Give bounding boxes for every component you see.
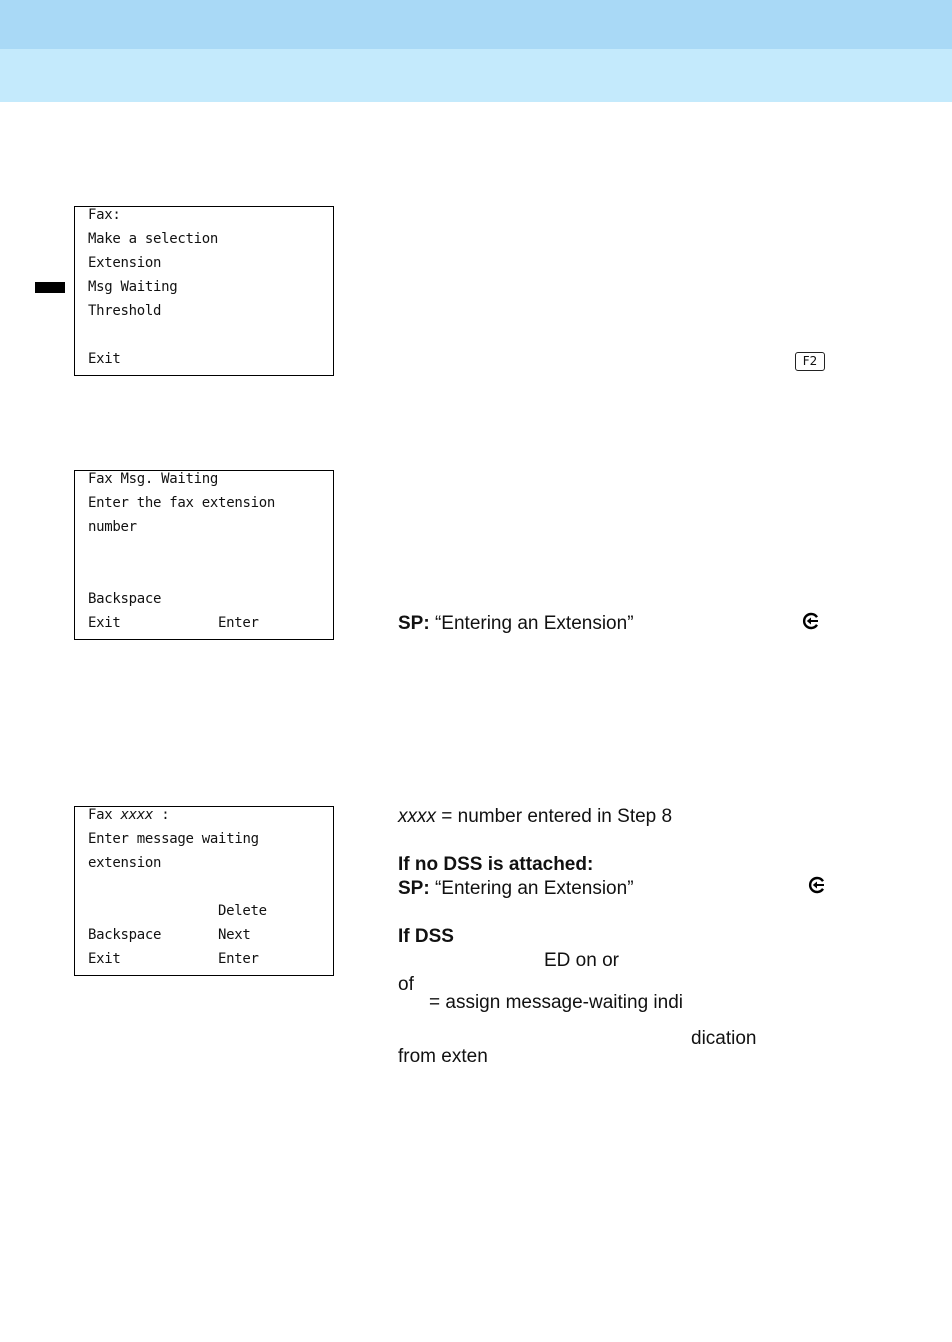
- no-dss-heading: If no DSS is attached:: [398, 854, 594, 875]
- screen-title: Fax:: [88, 207, 121, 223]
- screen-line: extension: [88, 855, 162, 871]
- display-screen-fax-menu: [74, 206, 334, 376]
- display-screen-fax-extension: [74, 806, 334, 976]
- menu-item-msg-waiting[interactable]: Msg Waiting: [88, 279, 178, 295]
- enter-softkey[interactable]: Enter: [218, 615, 259, 631]
- screen-title: [88, 803, 169, 827]
- variable-definition: [398, 805, 672, 829]
- delete-softkey[interactable]: Delete: [218, 903, 267, 919]
- text-fragment: of: [398, 974, 414, 995]
- title-prefix: Fax: [88, 807, 113, 823]
- screen-line: Enter the fax extension: [88, 495, 275, 511]
- title-variable: xxxx: [120, 807, 154, 823]
- sp-text: “Entering an Extension”: [434, 613, 634, 634]
- backspace-softkey[interactable]: Backspace: [88, 927, 162, 943]
- f2-key: F2: [795, 352, 825, 371]
- exit-softkey[interactable]: Exit: [88, 351, 121, 367]
- sp-label: SP:: [398, 613, 430, 634]
- sp-reference-2: [398, 877, 634, 901]
- dss-heading: If DSS: [398, 926, 454, 947]
- sp-label: SP:: [398, 878, 430, 899]
- sp-reference-1: [398, 612, 634, 636]
- backspace-softkey[interactable]: Backspace: [88, 591, 162, 607]
- screen-line: Make a selection: [88, 231, 219, 247]
- exit-softkey[interactable]: Exit: [88, 615, 121, 631]
- title-suffix: :: [161, 807, 170, 823]
- variable-description: = number entered in Step 8: [436, 806, 673, 827]
- exit-softkey[interactable]: Exit: [88, 951, 121, 967]
- next-softkey[interactable]: Next: [218, 927, 251, 943]
- sp-text: “Entering an Extension”: [434, 878, 634, 899]
- screen-line: number: [88, 519, 137, 535]
- display-screen-fax-msg-waiting: [74, 470, 334, 640]
- text-fragment: = assign message-waiting indi: [429, 992, 683, 1013]
- text-fragment: dication: [691, 1028, 757, 1049]
- cycle-arrow-icon: [802, 612, 820, 630]
- enter-softkey[interactable]: Enter: [218, 951, 259, 967]
- selection-marker: [35, 282, 65, 293]
- variable-name: xxxx: [398, 806, 436, 827]
- menu-item-threshold[interactable]: Threshold: [88, 303, 162, 319]
- header-band-top: [0, 0, 952, 49]
- menu-item-extension[interactable]: Extension: [88, 255, 162, 271]
- text-fragment: from exten: [398, 1046, 488, 1067]
- cycle-arrow-icon: [808, 876, 826, 894]
- screen-title: Fax Msg. Waiting: [88, 471, 219, 487]
- text-fragment: ED on or: [544, 950, 619, 971]
- header-band-bottom: [0, 49, 952, 102]
- screen-line: Enter message waiting: [88, 831, 259, 847]
